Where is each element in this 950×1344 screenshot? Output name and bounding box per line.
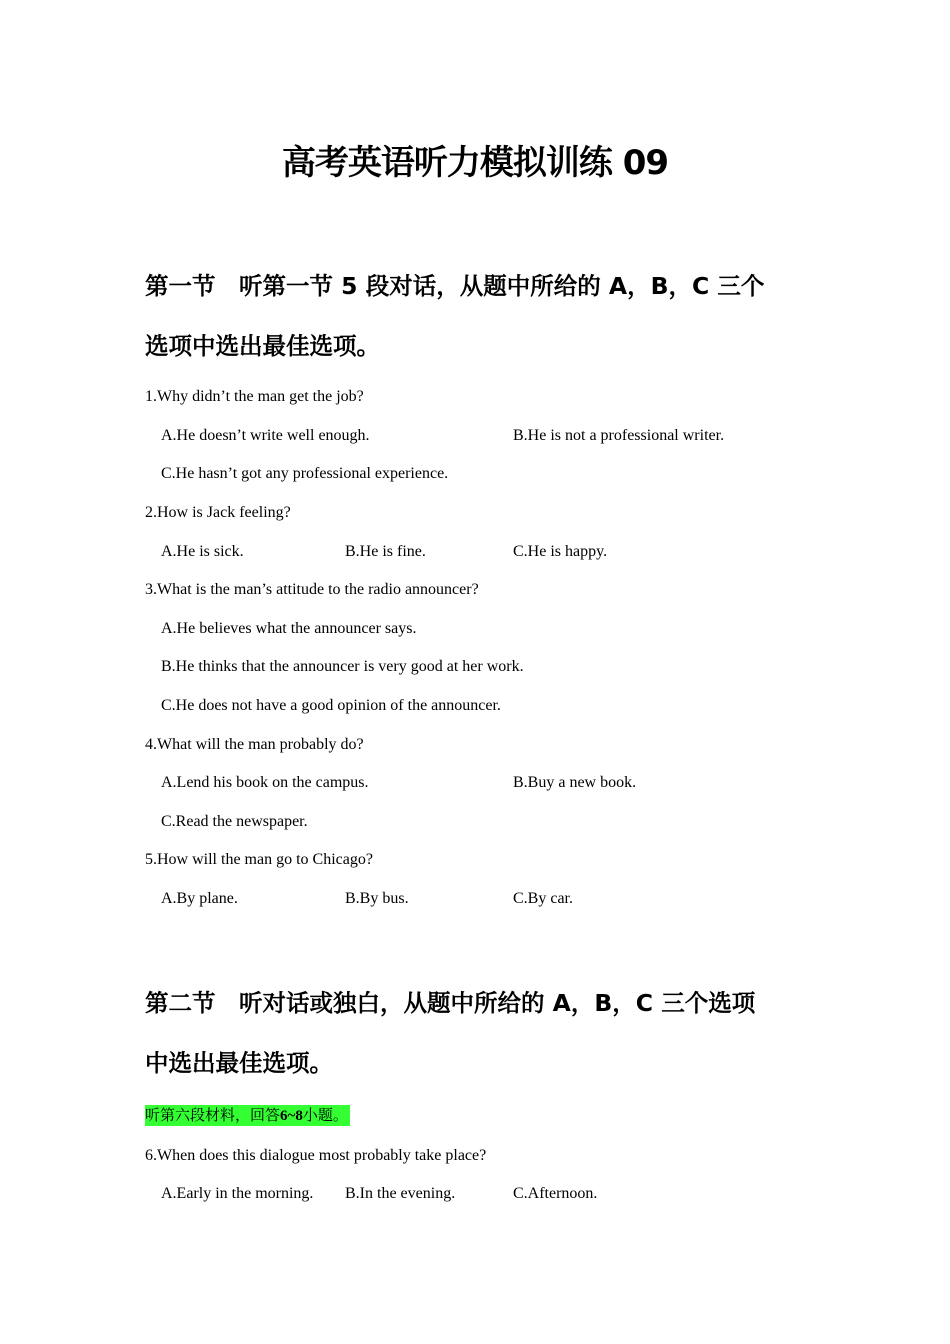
question-2-option-c: C.He is happy. [513,543,608,560]
question-1-option-a: A.He doesn’t write well enough. [161,427,370,444]
question-2-option-b: B.He is fine. [345,543,426,560]
question-4-option-a: A.Lend his book on the campus. [161,774,369,791]
instruction-prefix: 听第六段材料，回答 [145,1106,281,1124]
question-3-option-b: B.He thinks that the announcer is very good at her work. [161,658,524,675]
question-5: 5.How will the man go to Chicago? [145,851,373,868]
page-title: 高考英语听力模拟训练 09 [281,143,669,183]
question-3-option-c: C.He does not have a good opinion of the announcer. [161,697,501,714]
section-1-heading-line1: 第一节 听第一节 5 段对话，从题中所给的 A，B，C 三个 [145,272,765,300]
question-6-option-b: B.In the evening. [345,1185,456,1202]
section-1-heading [145,271,825,360]
question-5-option-a: A.By plane. [161,890,238,907]
question-6: 6.When does this dialogue most probably take place? [145,1147,487,1164]
section-2-heading [145,988,825,1077]
instruction-range: 6~8 [280,1108,303,1124]
instruction-suffix: 小题。 [302,1106,348,1124]
question-1-option-b: B.He is not a professional writer. [513,427,725,444]
question-1-option-c: C.He hasn’t got any professional experience. [161,465,449,482]
question-1: 1.Why didn’t the man get the job? [145,388,364,405]
question-4-option-b: B.Buy a new book. [513,774,637,791]
question-2-option-a: A.He is sick. [161,543,244,560]
question-6-option-c: C.Afternoon. [513,1185,598,1202]
section-2-instruction-highlight [145,1105,350,1126]
section-2-heading-line2: 中选出最佳选项。 [145,1049,333,1077]
question-3-option-a: A.He believes what the announcer says. [161,620,417,637]
section-1-heading-line2: 选项中选出最佳选项。 [145,332,380,360]
question-5-option-c: C.By car. [513,890,573,907]
question-6-option-a: A.Early in the morning. [161,1185,314,1202]
question-4-option-c: C.Read the newspaper. [161,813,308,830]
section-2-heading-line1: 第二节 听对话或独白，从题中所给的 A，B，C 三个选项 [145,989,756,1017]
question-5-option-b: B.By bus. [345,890,409,907]
question-3: 3.What is the man’s attitude to the radio announcer? [145,581,479,598]
question-2: 2.How is Jack feeling? [145,504,291,521]
question-4: 4.What will the man probably do? [145,736,364,753]
